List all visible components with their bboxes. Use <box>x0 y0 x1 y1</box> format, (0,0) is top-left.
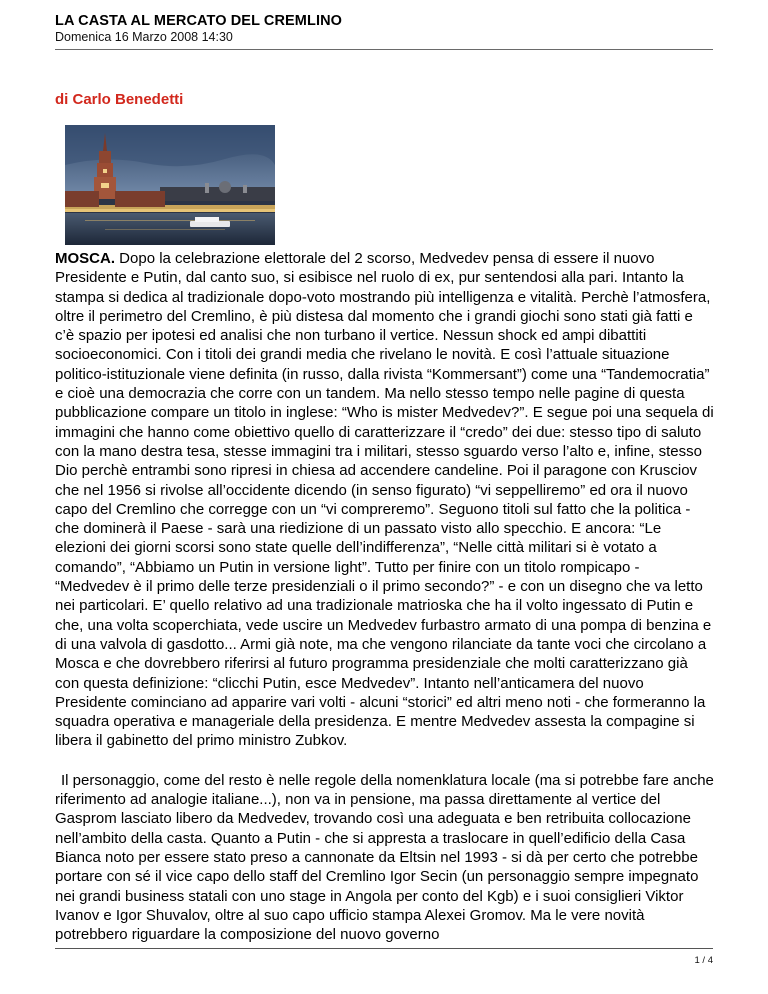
footer-divider <box>55 948 713 949</box>
kremlin-photo <box>65 125 275 245</box>
header-divider <box>55 49 713 50</box>
dateline: MOSCA. <box>55 250 115 267</box>
paragraph-2: Il personaggio, come del resto è nelle regole della nomenklatura locale (ma si potrebbe fare anche riferimento ad analogie italiane...), non va in pensione, ma passa direttamente al vertice del Gasprom lasciato libero da Medvedev, trovando così una adeguata e ben retribuita collocazione nell’ambito della casta. Quanto a Putin - che si appresta a traslocare in quell’edificio della Casa Bianca noto per essere stato preso a cannonate da Eltsin nel 1993 - si dà per certo che potrebbe portare con sé il vice capo dello staff del Cremlino Igor Secin (un personaggio sempre impegnato nei grandi business statali con uno stage in Angola per conto del Kgb) e i suoi consiglieri Viktor Ivanov e Igor Shuvalov, oltre al suo capo ufficio stampa Alexei Gromov. Ma le vere novità potrebbero riguardare la composizione del nuovo governo <box>55 771 714 944</box>
paragraph-1-text: Dopo la celebrazione elettorale del 2 scorso, Medvedev pensa di essere il nuovo Presidente e Putin, dal canto suo, si esibisce nel ruolo di ex, pur sentendosi alla pari. Intanto la stampa si dedica al tradizionale dopo-voto mostrando più intelligenza e vitalità. Perchè l’atmosfera, oltre il perimetro del Cremlino, è più distesa dal momento che i grandi giochi sono stati già fatti e c’è spazio per ipotesi ed analisi che non turbano il vertice. Nessun shock ed ampi dibattiti socioeconomici. Con i titoli dei grandi media che rivelano le novità. E così l’attuale situazione politico-istituzionale viene definita (in russo, dalla rivista “Kommersant”) come una “Tandemocratia” e cioè una democrazia che corre con un tandem. Ma nello stesso tempo nelle pagine di questa pubblicazione compare un titolo in inglese: “Who is mister Medvedev?”. E segue poi una sequela di immagini che hanno come obiettivo quello di caratterizzare il “credo” dei due: stesso tipo di saluto con la mano destra tesa, stesse immagini tra i militari, stesso sguardo verso l’alto e, infine, stesso Dio perchè entrambi sono ripresi in chiesa ad accendere candeline. Poi il paragone con Krusciov che nel 1956 si rivolse all’occidente dicendo (in senso figurato) “vi seppelliremo” ed ora il nuovo capo del Cremlino che corregge con un “vi compreremo”. Seguono titoli sul fatto che la politica - che dominerà il Paese - sarà una riedizione di un passato visto allo specchio. E ancora: “Le elezioni dei giorni scorsi sono state quelle dell’indifferenza”, “Nelle città militari si è votato a comando”, “Abbiamo un Putin in versione light”. Tutto per finire con un titolo rompicapo - “Medvedev è il primo delle terze presidenziali o il primo secondo?” - e con un disegno che va letto nei particolari. E’ quello relativo ad una tradizionale matrioska che ha il volto ingessato di Putin e che, una volta scoperchiata, vede uscire un Medvedev furbastro armato di una pompa di benzina e di una valvola di gasdotto... Armi già note, ma che vengono rilanciate da tante voci che circolano a Mosca e che dovrebbero riferirsi al futuro programma presidenziale che molti caratterizzano già con questa definizione: “clicchi Putin, esce Medvedev”. Intanto nell’anticamera del nuovo Presidente cominciano ad apparire vari volti - alcuni “storici” ed altri meno noti - che formeranno la squadra operativa e manageriale della presidenza. E mentre Medvedev assesta la compagine si libera il gabinetto del primo ministro Zubkov. <box>55 250 714 750</box>
article-author: di Carlo Benedetti <box>55 91 184 108</box>
article-title: LA CASTA AL MERCATO DEL CREMLINO <box>55 13 343 29</box>
document-header <box>55 12 713 45</box>
article-body <box>55 249 715 944</box>
page-number: 1 / 4 <box>694 955 713 966</box>
article-date: Domenica 16 Marzo 2008 14:30 <box>55 30 233 44</box>
paragraph-1 <box>55 249 715 751</box>
